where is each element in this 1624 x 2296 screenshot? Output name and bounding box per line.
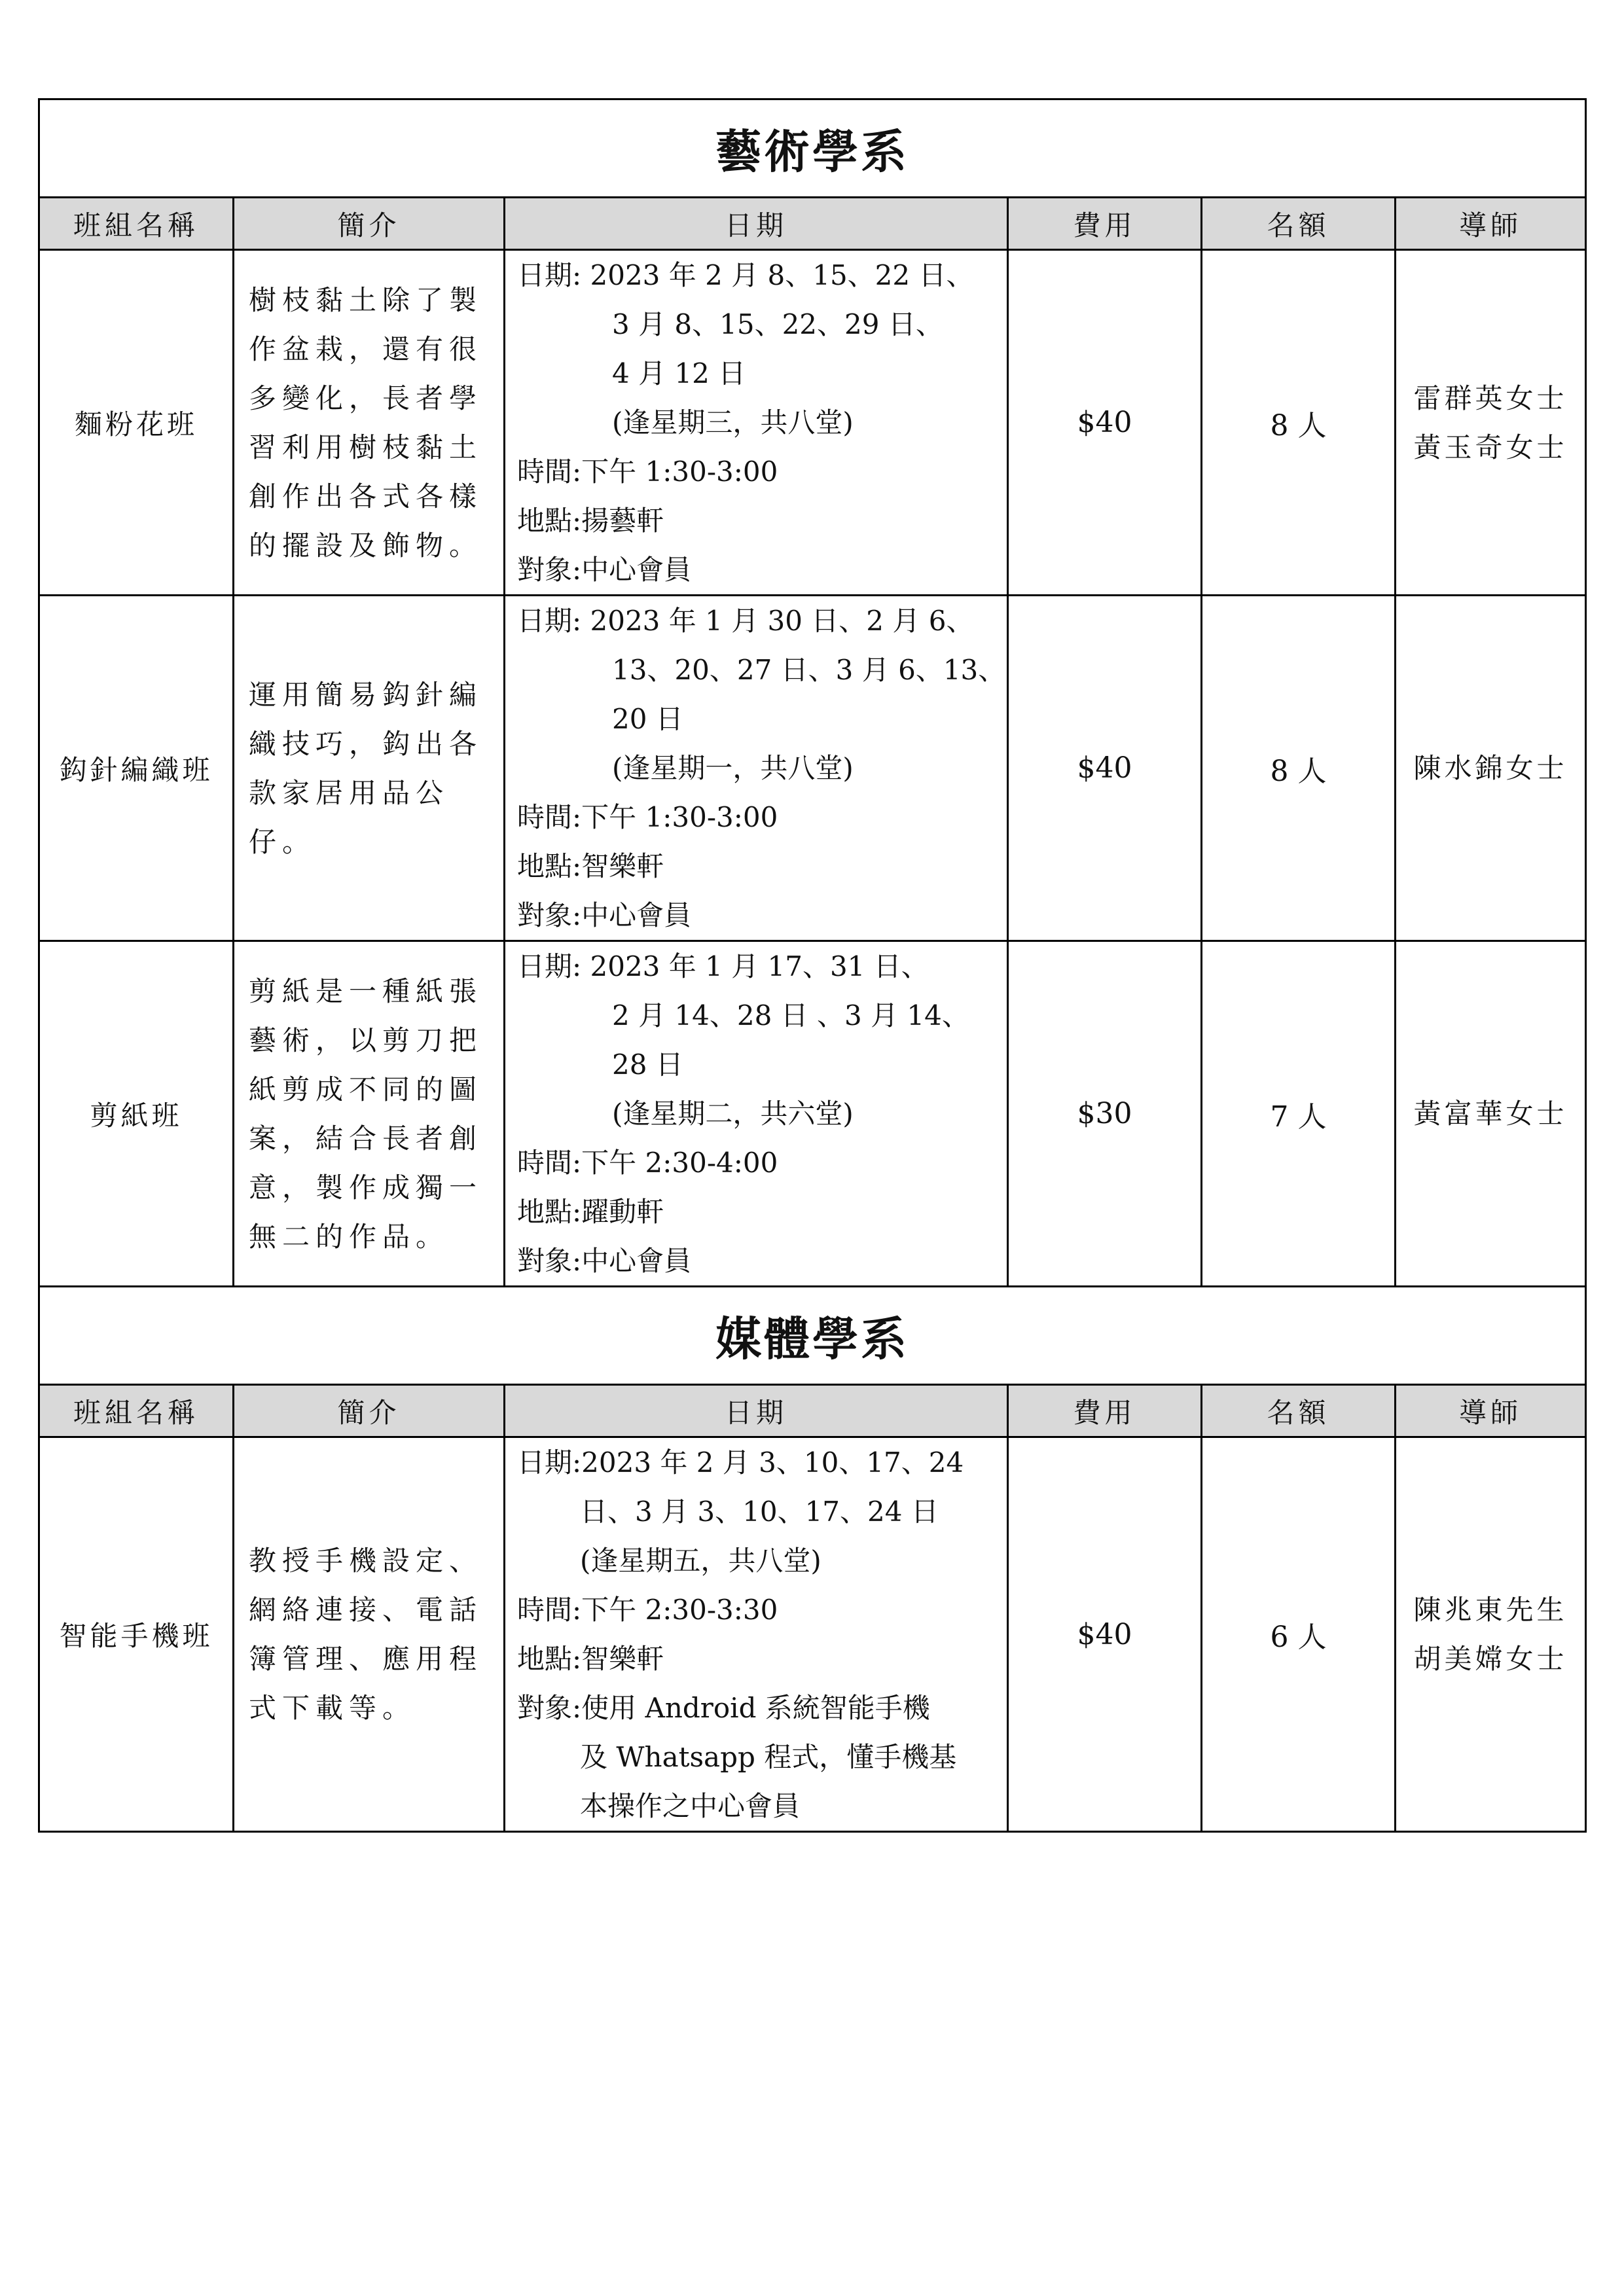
class-name: 麵粉花班 [39,250,234,596]
class-schedule [505,596,1008,941]
table-row [39,596,1586,941]
table-row [39,1437,1586,1832]
class-fee: $40 [1008,1437,1202,1832]
class-tutor [1396,1437,1586,1832]
class-tutor [1396,941,1586,1287]
date-line: 日、3 月 3、10、17、24 日 [580,1496,939,1528]
time-line: 時間:下午 2:30-4:00 [517,1147,778,1179]
date-line: (逢星期一，共八堂) [612,752,854,784]
desc-line: 藝術，以剪刀把 [249,1024,483,1056]
section-title: 藝術學系 [39,99,1586,198]
section-title: 媒體學系 [39,1287,1586,1385]
header-row [39,198,1586,250]
header-date: 日期 [505,198,1008,250]
tutor-name: 黃玉奇女士 [1413,431,1568,463]
desc-line: 創作出各式各樣 [249,480,483,512]
target-line: 本操作之中心會員 [580,1790,801,1822]
header-date: 日期 [505,1385,1008,1437]
table-row [39,941,1586,1287]
desc-line: 紙剪成不同的圖 [249,1073,483,1105]
class-description [234,1437,505,1832]
class-schedule [505,250,1008,596]
target-line: 對象:中心會員 [517,1245,692,1277]
class-name: 智能手機班 [39,1437,234,1832]
date-line: 3 月 8、15、22、29 日、 [612,308,943,340]
target-line: 及 Whatsapp 程式，懂手機基 [580,1741,957,1773]
course-schedule-table [38,98,1587,1833]
target-line: 對象:使用 Android 系統智能手機 [517,1692,930,1724]
class-description [234,250,505,596]
date-line: 日期:2023 年 2 月 3、10、17、24 [517,1446,964,1479]
header-name: 班組名稱 [39,198,234,250]
class-quota: 7 人 [1202,941,1396,1287]
tutor-name: 胡美嫦女士 [1413,1643,1568,1675]
date-line: 13、20、27 日、3 月 6、13、 [612,654,1006,686]
class-name: 鈎針編織班 [39,596,234,941]
class-fee: $40 [1008,250,1202,596]
venue-line: 地點:智樂軒 [517,850,664,882]
desc-line: 仔。 [249,825,316,858]
date-line: 2 月 14、28 日 、3 月 14、 [612,999,969,1031]
header-fee: 費用 [1008,1385,1202,1437]
header-quota: 名額 [1202,1385,1396,1437]
desc-line: 案，結合長者創 [249,1122,483,1155]
class-description [234,596,505,941]
table-row [39,250,1586,596]
class-description [234,941,505,1287]
header-desc: 簡介 [234,198,505,250]
desc-line: 無二的作品。 [249,1220,450,1253]
header-tutor: 導師 [1396,1385,1586,1437]
time-line: 時間:下午 1:30-3:00 [517,801,778,833]
target-line: 對象:中心會員 [517,554,692,586]
desc-line: 簿管理、應用程 [249,1643,483,1675]
date-line: 日期: 2023 年 2 月 8、15、22 日、 [517,259,974,291]
date-line: 日期: 2023 年 1 月 30 日、2 月 6、 [517,605,974,637]
header-fee: 費用 [1008,198,1202,250]
tutor-name: 陳兆東先生 [1413,1594,1568,1626]
section-title-row [39,99,1586,198]
class-fee: $30 [1008,941,1202,1287]
class-tutor [1396,596,1586,941]
desc-line: 意，製作成獨一 [249,1171,483,1204]
header-row [39,1385,1586,1437]
desc-line: 樹枝黏土除了製 [249,283,483,316]
venue-line: 地點:揚藝軒 [517,505,664,537]
date-line: 日期: 2023 年 1 月 17、31 日、 [517,950,929,982]
tutor-name: 陳水錦女士 [1413,752,1568,784]
venue-line: 地點:躍動軒 [517,1196,664,1228]
target-line: 對象:中心會員 [517,899,692,931]
desc-line: 織技巧，鈎出各 [249,727,483,760]
class-fee: $40 [1008,596,1202,941]
tutor-name: 黃富華女士 [1413,1098,1568,1130]
tutor-name: 雷群英女士 [1413,382,1568,414]
class-schedule [505,941,1008,1287]
desc-line: 多變化，長者學 [249,382,483,414]
date-line: (逢星期二，共六堂) [612,1098,854,1130]
venue-line: 地點:智樂軒 [517,1643,664,1675]
desc-line: 式下載等。 [249,1692,416,1724]
header-name: 班組名稱 [39,1385,234,1437]
class-schedule [505,1437,1008,1832]
desc-line: 的擺設及飾物。 [249,529,483,562]
header-desc: 簡介 [234,1385,505,1437]
class-name: 剪紙班 [39,941,234,1287]
desc-line: 款家居用品公 [249,776,450,809]
header-quota: 名額 [1202,198,1396,250]
desc-line: 剪紙是一種紙張 [249,975,483,1007]
desc-line: 運用簡易鈎針編 [249,678,483,711]
desc-line: 網絡連接、電話 [249,1594,483,1626]
desc-line: 作盆栽，還有很 [249,332,483,365]
date-line: 4 月 12 日 [612,357,746,389]
date-line: 20 日 [612,703,683,735]
desc-line: 習利用樹枝黏土 [249,431,483,463]
section-title-row [39,1287,1586,1385]
class-quota: 8 人 [1202,596,1396,941]
date-line: (逢星期五，共八堂) [580,1545,821,1577]
time-line: 時間:下午 1:30-3:00 [517,456,778,488]
date-line: (逢星期三，共八堂) [612,406,854,439]
class-quota: 8 人 [1202,250,1396,596]
time-line: 時間:下午 2:30-3:30 [517,1594,778,1626]
class-quota: 6 人 [1202,1437,1396,1832]
date-line: 28 日 [612,1049,683,1081]
class-tutor [1396,250,1586,596]
header-tutor: 導師 [1396,198,1586,250]
desc-line: 教授手機設定、 [249,1545,483,1577]
